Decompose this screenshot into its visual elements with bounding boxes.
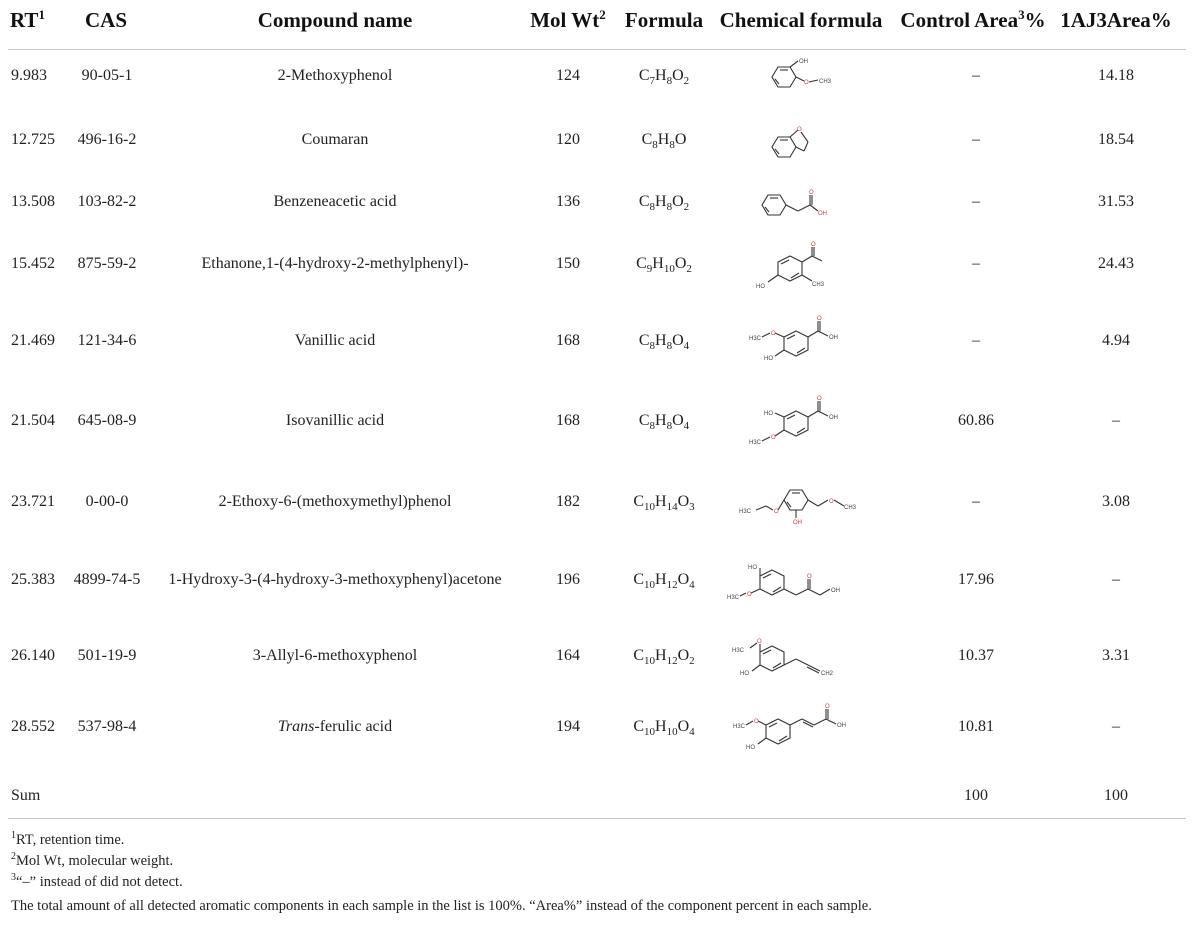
svg-text:H3C: H3C <box>739 509 752 515</box>
sum-row <box>0 786 1200 826</box>
1aj3-area-cell: – <box>1112 412 1120 429</box>
compound-name-cell: 3-Allyl-6-methoxyphenol <box>252 647 418 664</box>
formula-subscript: 10 <box>644 579 656 592</box>
1aj3-area-cell: 18.54 <box>1098 131 1134 148</box>
formula-subscript: 4 <box>689 726 695 739</box>
formula-subscript: 8 <box>669 139 675 152</box>
mol-wt-cell: 168 <box>556 332 580 349</box>
1aj3-area-cell: 14.18 <box>1098 67 1134 84</box>
svg-text:O: O <box>811 242 816 248</box>
svg-text:O: O <box>771 435 776 441</box>
rt-cell: 21.469 <box>11 332 55 349</box>
rt-cell: 25.383 <box>11 571 55 588</box>
table-header <box>0 0 1200 50</box>
formula-element: O <box>672 412 684 429</box>
formula-element: C <box>638 67 650 84</box>
ethanone-structure <box>752 244 842 304</box>
rt-cell: 23.721 <box>11 493 55 510</box>
mol-wt-cell: 136 <box>556 193 580 210</box>
cas-cell: 103-82-2 <box>77 193 137 210</box>
rt-cell: 12.725 <box>11 131 55 148</box>
formula-element: H <box>655 412 667 429</box>
formula-cell <box>633 646 694 666</box>
rt-cell: 15.452 <box>11 255 55 272</box>
formula-element: O <box>677 718 690 735</box>
formula-subscript: 8 <box>666 420 673 433</box>
formula-element: C <box>633 493 645 510</box>
rt-cell: 21.504 <box>11 412 55 429</box>
table-row <box>0 316 1200 371</box>
formula-element: O <box>677 493 690 510</box>
cas-cell: 496-16-2 <box>77 131 137 148</box>
compound-name-cell: 2-Ethoxy-6-(methoxymethyl)phenol <box>218 493 452 510</box>
formula-cell <box>633 717 694 737</box>
mol-wt-cell: 182 <box>556 493 580 510</box>
svg-text:OH: OH <box>799 59 808 65</box>
formula-element: H <box>657 131 670 148</box>
formula-subscript: 4 <box>689 579 695 592</box>
svg-text:CH3: CH3 <box>819 79 832 85</box>
svg-text:HO: HO <box>764 411 773 417</box>
svg-text:HO: HO <box>748 565 757 571</box>
footnote-note: The total amount of all detected aromatic components in each sample in the list is 100%. “Area%” instead of the component percent in each sample. <box>11 898 872 914</box>
vanillic-acid-structure <box>744 316 854 367</box>
sum-label: Sum <box>11 787 41 804</box>
control-area-cell: – <box>972 255 980 272</box>
header-mol-wt: Mol Wt$^2$ <box>530 7 606 32</box>
formula-element: O <box>677 647 690 664</box>
cas-cell: 501-19-9 <box>77 647 137 664</box>
formula-subscript: 10 <box>666 726 678 739</box>
control-area-cell: 60.86 <box>958 412 994 429</box>
svg-text:OH: OH <box>818 211 827 217</box>
formula-subscript: 10 <box>644 726 656 739</box>
hydroxy-acetone-structure <box>726 566 886 614</box>
formula-element: C <box>638 412 650 429</box>
mol-wt-cell: 194 <box>556 718 580 735</box>
formula-cell <box>639 192 689 212</box>
formula-element: H <box>655 718 667 735</box>
rt-cell: 13.508 <box>11 193 55 210</box>
mol-wt-cell: 124 <box>556 67 580 84</box>
svg-text:O: O <box>804 80 809 86</box>
formula-element: O <box>672 67 684 84</box>
header-control-area: Control Area$^3$% <box>900 7 1046 32</box>
formula-element: C <box>633 571 645 588</box>
svg-text:HO: HO <box>746 745 755 751</box>
1aj3-area-cell: 3.08 <box>1102 493 1130 510</box>
svg-text:OH: OH <box>793 520 802 526</box>
table-row <box>0 59 1200 106</box>
cas-cell: 0-00-0 <box>85 493 129 510</box>
svg-text:O: O <box>817 396 822 402</box>
cas-cell: 537-98-4 <box>77 718 137 735</box>
formula-cell <box>633 570 694 590</box>
formula-subscript: 10 <box>663 263 675 276</box>
formula-subscript: 3 <box>689 501 695 514</box>
formula-subscript: 2 <box>683 75 690 88</box>
formula-element: H <box>655 67 667 84</box>
compound-name-cell: 2-Methoxyphenol <box>277 67 393 84</box>
rt-cell: 26.140 <box>11 647 55 664</box>
control-area-cell: – <box>972 493 980 510</box>
svg-text:HO: HO <box>740 671 749 677</box>
svg-text:O: O <box>771 331 776 337</box>
formula-cell <box>642 130 687 150</box>
formula-subscript: 8 <box>666 75 673 88</box>
formula-subscript: 10 <box>644 501 656 514</box>
table-row <box>0 639 1200 686</box>
svg-text:O: O <box>809 190 814 196</box>
coumaran-structure <box>762 121 842 167</box>
formula-cell <box>633 492 694 512</box>
formula-element: H <box>655 493 667 510</box>
formula-element: H <box>655 571 667 588</box>
cas-cell: 875-59-2 <box>77 255 137 272</box>
benzeneacetic-acid-structure <box>756 189 846 235</box>
control-area-cell: – <box>972 131 980 148</box>
formula-subscript: 14 <box>666 501 678 514</box>
formula-element: O <box>672 332 684 349</box>
header-chemical-formula: Chemical formula <box>719 8 883 32</box>
svg-text:CH2: CH2 <box>821 671 834 677</box>
cas-cell: 90-05-1 <box>81 67 133 84</box>
formula-subscript: 2 <box>689 655 695 668</box>
header-1aj3-area: 1AJ3Area% <box>1060 8 1172 32</box>
svg-text:O: O <box>825 704 830 710</box>
compound-name-cell: Vanillic acid <box>294 332 376 349</box>
formula-subscript: 10 <box>644 655 656 668</box>
footnote-2: $^2$Mol Wt, molecular weight. <box>11 851 174 869</box>
svg-text:H3C: H3C <box>727 595 740 601</box>
formula-cell <box>639 66 689 86</box>
svg-text:O: O <box>807 574 812 580</box>
formula-element: O <box>677 571 690 588</box>
formula-cell <box>639 411 689 431</box>
1aj3-area-cell: 24.43 <box>1098 255 1134 272</box>
formula-element: C <box>633 718 645 735</box>
formula-subscript: 2 <box>683 201 690 214</box>
compound-name-cell: Benzeneacetic acid <box>273 193 397 210</box>
formula-element: C <box>638 332 650 349</box>
compound-name-cell: Trans-ferulic acid <box>277 718 393 735</box>
control-area-cell: – <box>972 67 980 84</box>
formula-subscript: 8 <box>649 340 656 353</box>
svg-text:H3C: H3C <box>732 648 745 654</box>
compound-name-cell: Ethanone,1-(4-hydroxy-2-methylphenyl)- <box>201 255 469 272</box>
control-area-cell: 10.37 <box>958 647 994 664</box>
svg-text:O: O <box>829 499 834 505</box>
rt-cell: 9.983 <box>11 67 47 84</box>
formula-element: O <box>674 131 687 148</box>
bottom-rule <box>8 818 1186 819</box>
table-row <box>0 492 1200 532</box>
rt-cell: 28.552 <box>11 718 55 735</box>
header-rule <box>8 49 1186 50</box>
table-row <box>0 565 1200 610</box>
svg-text:H3C: H3C <box>749 336 762 342</box>
formula-subscript: 8 <box>649 201 656 214</box>
svg-text:OH: OH <box>829 415 838 421</box>
svg-text:H3C: H3C <box>749 440 762 446</box>
formula-subscript: 7 <box>649 75 656 88</box>
table-row <box>0 242 1200 294</box>
formula-subscript: 8 <box>666 340 673 353</box>
header-compound-name: Compound name <box>257 8 413 32</box>
1aj3-area-cell: – <box>1112 571 1120 588</box>
formula-subscript: 9 <box>646 263 653 276</box>
isovanillic-acid-structure <box>744 396 854 451</box>
mol-wt-cell: 120 <box>556 131 580 148</box>
svg-text:O: O <box>817 316 822 322</box>
svg-text:CH3: CH3 <box>844 505 857 511</box>
formula-element: H <box>655 193 667 210</box>
formula-subscript: 2 <box>686 263 692 276</box>
footnote-1: $^1$RT, retention time. <box>11 830 125 848</box>
formula-element: H <box>655 332 667 349</box>
table-row <box>0 127 1200 170</box>
svg-text:O: O <box>747 592 752 598</box>
formula-subscript: 12 <box>666 655 678 668</box>
2-methoxyphenol-structure <box>762 60 842 106</box>
formula-subscript: 12 <box>666 579 678 592</box>
svg-text:OH: OH <box>837 723 846 729</box>
formula-element: O <box>672 193 684 210</box>
compound-name-cell: 1-Hydroxy-3-(4-hydroxy-3-methoxyphenyl)acetone <box>168 571 502 588</box>
formula-element: O <box>674 255 687 272</box>
svg-text:CH3: CH3 <box>812 282 825 288</box>
control-area-sum: 100 <box>964 787 988 804</box>
formula-element: H <box>652 255 664 272</box>
mol-wt-cell: 196 <box>556 571 580 588</box>
svg-text:O: O <box>774 509 779 515</box>
svg-text:HO: HO <box>756 284 765 290</box>
1aj3-area-cell: 3.31 <box>1102 647 1130 664</box>
cas-cell: 645-08-9 <box>77 412 137 429</box>
formula-subscript: 8 <box>652 139 658 152</box>
mol-wt-cell: 164 <box>556 647 580 664</box>
table-row <box>0 192 1200 232</box>
mol-wt-cell: 150 <box>556 255 580 272</box>
formula-element: H <box>655 647 667 664</box>
svg-text:OH: OH <box>831 588 840 594</box>
formula-element: C <box>641 131 653 148</box>
trans-ferulic-acid-structure <box>732 705 872 761</box>
mol-wt-cell: 168 <box>556 412 580 429</box>
formula-subscript: 8 <box>649 420 656 433</box>
formula-element: C <box>633 647 645 664</box>
formula-element: C <box>638 193 650 210</box>
formula-cell <box>639 331 689 351</box>
cas-cell: 121-34-6 <box>77 332 137 349</box>
svg-text:HO: HO <box>764 356 773 362</box>
control-area-cell: – <box>972 332 980 349</box>
control-area-cell: 10.81 <box>958 718 994 735</box>
formula-subscript: 4 <box>683 340 690 353</box>
control-area-cell: 17.96 <box>958 571 994 588</box>
header-cas: CAS <box>84 8 128 32</box>
svg-text:O: O <box>797 127 802 133</box>
footnote-3: $^3$“–” instead of did not detect. <box>11 872 183 890</box>
formula-cell <box>636 254 692 274</box>
allyl-methoxyphenol-structure <box>726 638 886 688</box>
svg-text:O: O <box>757 639 762 645</box>
control-area-cell: – <box>972 193 980 210</box>
1aj3-area-cell: – <box>1112 718 1120 735</box>
1aj3-area-cell: 4.94 <box>1102 332 1130 349</box>
header-formula: Formula <box>624 8 704 32</box>
ethoxy-methoxymethyl-phenol-structure <box>732 484 872 536</box>
formula-subscript: 8 <box>666 201 673 214</box>
svg-text:H3C: H3C <box>733 724 746 730</box>
compound-name-cell: Coumaran <box>301 131 369 148</box>
table-row <box>0 396 1200 451</box>
formula-element: C <box>636 255 647 272</box>
1aj3-area-cell: 31.53 <box>1098 193 1134 210</box>
table-row <box>0 704 1200 757</box>
compound-name-cell: Isovanillic acid <box>285 412 385 429</box>
svg-text:OH: OH <box>829 335 838 341</box>
1aj3-area-sum: 100 <box>1104 787 1128 804</box>
cas-cell: 4899-74-5 <box>73 571 141 588</box>
formula-subscript: 4 <box>683 420 690 433</box>
svg-text:O: O <box>754 719 759 725</box>
header-rt: $RT^1$ <box>10 7 45 32</box>
